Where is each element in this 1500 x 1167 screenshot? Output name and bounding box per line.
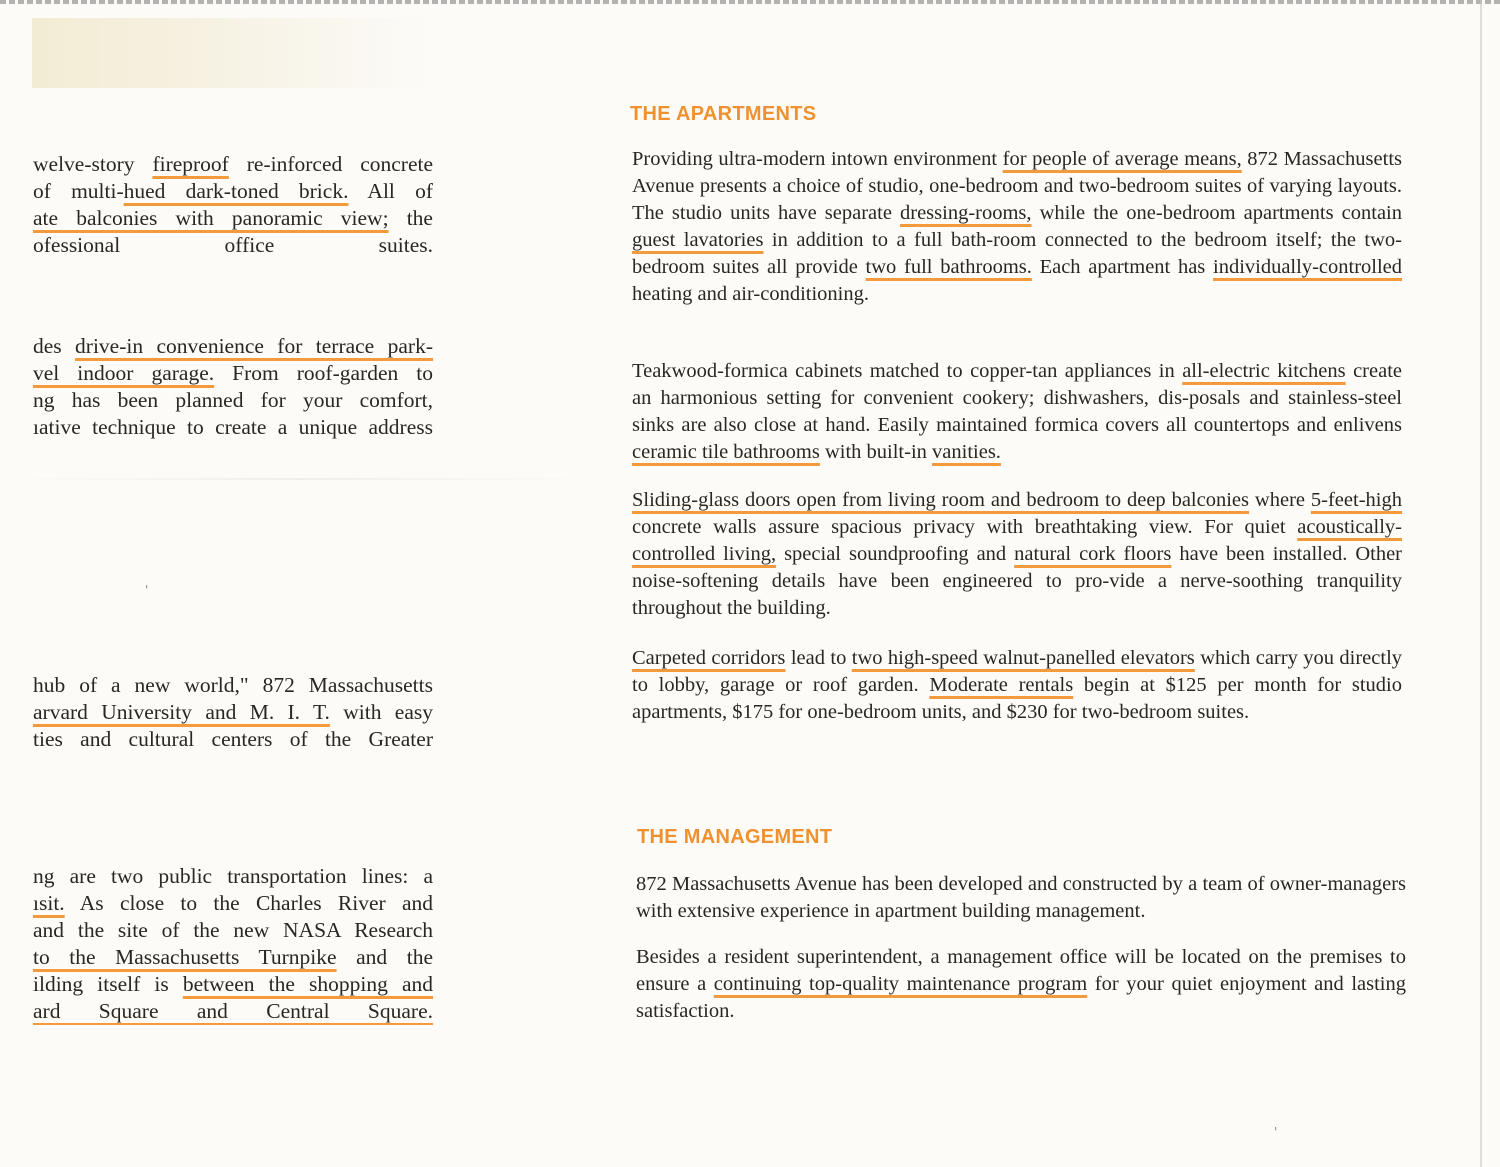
highlighted-phrase: drive-in convenience for terrace park- (75, 334, 433, 358)
text-line (33, 917, 433, 944)
text-line (33, 944, 433, 971)
text-line (33, 333, 433, 360)
text-run: Each apartment has (1031, 256, 1213, 278)
text-run: Teakwood-formica cabinets matched to copper-tan appliances in (632, 360, 1183, 382)
apartments-paragraph-4 (632, 645, 1402, 726)
text-run: ofessional office suites. (33, 233, 433, 257)
text-run: Providing ultra-modern intown environment (632, 148, 1003, 170)
highlighted-phrase: two full bathrooms. (865, 256, 1032, 278)
text-run: while the one-bedroom apartments contain (1031, 202, 1402, 224)
text-run: ıative technique to create a unique address (33, 415, 433, 439)
text-run: heating and air-conditioning. (632, 283, 869, 305)
highlighted-phrase: for people of average means, (1002, 148, 1242, 170)
fold-crease (0, 478, 600, 480)
text-run: Besides a resident superintendent, a management office will be located on the premises to ensure a (636, 946, 1406, 995)
text-run: of multi- (33, 179, 124, 203)
text-run: des (33, 334, 76, 358)
management-heading: THE MANAGEMENT (637, 826, 833, 848)
text-run: re-inforced concrete (228, 152, 433, 176)
text-run: As close to the Charles River and (64, 891, 433, 915)
text-line (33, 726, 433, 753)
text-run: hub of a new world," 872 Massachusetts (33, 673, 433, 697)
text-run: begin at $125 per month for studio apartments, $175 for one-bedroom units, and $230 for two-bedroom suites. (632, 674, 1402, 723)
highlighted-phrase: to the Massachusetts Turnpike (33, 945, 337, 969)
apartments-paragraph-2 (632, 358, 1402, 466)
text-run: ilding itself is (33, 972, 183, 996)
text-run: create an harmonious setting for convenient cookery; dishwashers, dis-posals and stainless-steel sinks are also close at hand. Easily maintained formica covers all countertops and enlivens (632, 360, 1402, 436)
text-line (33, 387, 433, 414)
text-run: ng has been planned for your comfort, (33, 388, 433, 412)
text-run: the (388, 206, 433, 230)
apartments-heading: THE APARTMENTS (630, 103, 817, 125)
text-run: From roof-garden to (214, 361, 433, 385)
text-line (33, 863, 433, 890)
left-block-location (33, 672, 433, 753)
left-block-transportation (33, 863, 433, 1025)
management-paragraph-2 (636, 944, 1406, 1025)
apartments-paragraph-1 (632, 146, 1402, 308)
text-line (33, 360, 433, 387)
highlighted-phrase: continuing top-quality maintenance program (713, 973, 1088, 995)
text-line (33, 151, 433, 178)
highlighted-phrase: Moderate rentals (929, 674, 1074, 696)
text-line (33, 205, 433, 232)
text-line (33, 672, 433, 699)
highlighted-phrase: ceramic tile bathrooms (632, 441, 820, 463)
highlighted-phrase: individually-controlled (1213, 256, 1403, 278)
text-run: where (1249, 489, 1311, 511)
highlighted-phrase: dressing-rooms, (900, 202, 1032, 224)
highlighted-phrase: guest lavatories (632, 229, 764, 251)
yellow-tint-area (32, 18, 432, 88)
text-run: 872 Massachusetts Avenue has been developed and constructed by a team of owner-managers with extensive experience in apartment building management. (636, 873, 1406, 922)
text-line (33, 998, 433, 1025)
highlighted-phrase: fireproof (152, 152, 229, 176)
text-run: special soundproofing and (776, 543, 1015, 565)
highlighted-phrase: Sliding-glass doors open from living room and bedroom to deep balconies (632, 489, 1250, 511)
highlighted-phrase: natural cork floors (1014, 543, 1172, 565)
scan-speck: ' (1274, 1125, 1278, 1139)
highlighted-phrase: hued dark-toned brick. (123, 179, 349, 203)
scan-speck: ' (145, 583, 149, 597)
highlighted-phrase: ard Square and Central Square. (33, 999, 433, 1023)
highlighted-phrase: two high-speed walnut-panelled elevators (851, 647, 1195, 669)
text-line (33, 971, 433, 998)
text-run: concrete walls assure spacious privacy with breathtaking view. For quiet (632, 516, 1298, 538)
highlighted-phrase: vanities. (932, 441, 1001, 463)
text-line (33, 414, 433, 441)
text-run: 872 Massachusetts Avenue presents a choice of studio, one-bedroom and two-bedroom suites of varying layouts. The studio units have separate (632, 148, 1402, 224)
text-run: All of (348, 179, 433, 203)
highlighted-phrase: acoustically-controlled living, (632, 516, 1402, 565)
highlighted-phrase: all-electric kitchens (1182, 360, 1346, 382)
text-run: for your quiet enjoyment and lasting satisfaction. (636, 973, 1406, 1022)
text-run: welve-story (33, 152, 153, 176)
highlighted-phrase: 5-feet-high (1310, 489, 1402, 511)
text-run: lead to (785, 647, 852, 669)
management-paragraph-1 (636, 871, 1406, 925)
text-run: which carry you directly to lobby, garage or roof garden. (632, 647, 1403, 696)
highlighted-phrase: arvard University and M. I. T. (33, 700, 330, 724)
text-run: have been installed. Other noise-softening details have been engineered to pro-vide a nerve-soothing tranquility throughout the building. (632, 543, 1402, 619)
text-run: in addition to a full bath-room connected to the bedroom itself; the two-bedroom suites all provide (632, 229, 1403, 278)
text-run: ng are two public transportation lines: a (33, 864, 433, 888)
text-line (33, 178, 433, 205)
left-block-garage (33, 333, 433, 441)
text-run: with easy (329, 700, 433, 724)
highlighted-phrase: ısit. (33, 891, 65, 915)
text-run: and the (336, 945, 433, 969)
highlighted-phrase: Carpeted corridors (632, 647, 786, 669)
highlighted-phrase: vel indoor garage. (33, 361, 215, 385)
text-line (33, 890, 433, 917)
text-run: ties and cultural centers of the Greater (33, 727, 433, 751)
highlighted-phrase: between the shopping and (182, 972, 433, 996)
text-run: with built-in (819, 441, 933, 463)
text-line (33, 232, 433, 259)
text-line (33, 699, 433, 726)
apartments-paragraph-3 (632, 487, 1402, 622)
text-run: and the site of the new NASA Research (33, 918, 433, 942)
left-block-building (33, 151, 433, 259)
highlighted-phrase: ate balconies with panoramic view; (33, 206, 389, 230)
